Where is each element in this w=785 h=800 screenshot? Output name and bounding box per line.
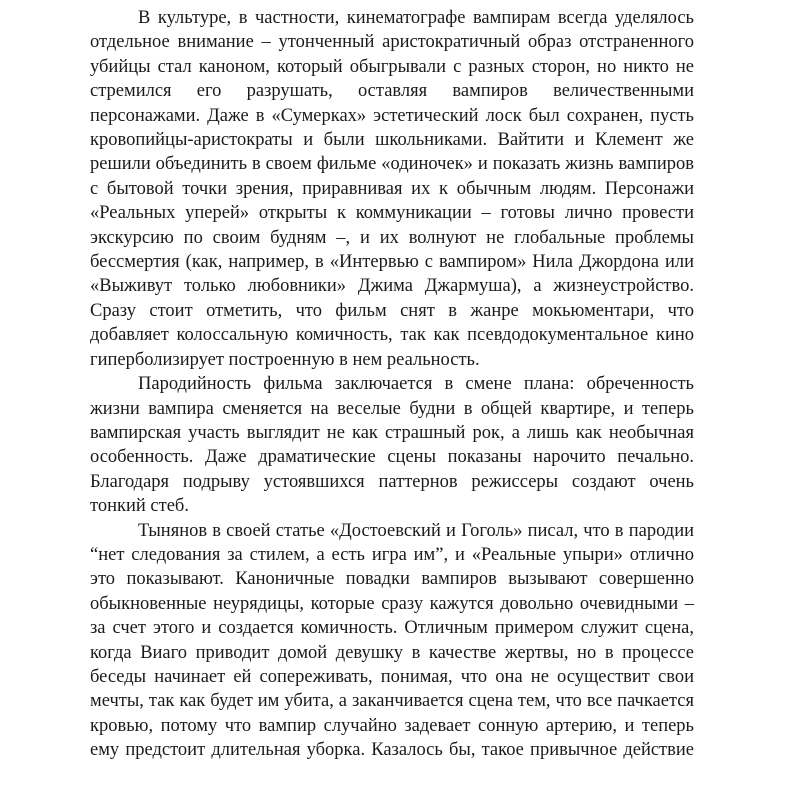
text-line: убийцы стал каноном, который обыгрывали с разных сторон, но никто не (90, 56, 694, 77)
text-line: это показывают. Каноничные повадки вампиров вызывают совершенно (90, 569, 694, 590)
text-line: за счет этого и создается комичность. Отличным примером служит сцена, (90, 618, 694, 639)
text-line: с бытовой точки зрения, приравнивая их к обычным людям. Персонажи (90, 178, 694, 199)
text-line: Тынянов в своей статье «Достоевский и Гоголь» писал, что в пародии (138, 520, 694, 541)
text-line: Сразу стоит отметить, что фильм снят в жанре мокьюментари, что (90, 300, 694, 321)
text-line: «Реальных уперей» открыты к коммуникации – готовы лично провести (90, 203, 694, 224)
text-line: кровопийцы-аристократы и были школьниками. Вайтити и Клемент же (90, 130, 694, 151)
text-line: “нет следования за стилем, а есть игра им”, и «Реальные упыри» отлично (90, 544, 694, 565)
text-line: тонкий стеб. (90, 496, 189, 517)
text-line: жизни вампира сменяется на веселые будни в общей квартире, и теперь (90, 398, 694, 419)
text-line: В культуре, в частности, кинематографе вампирам всегда уделялось (138, 8, 694, 28)
paragraph-3 (90, 519, 694, 763)
text-line: решили объединить в своем фильме «одиночек» и показать жизнь вампиров (90, 154, 694, 175)
text-line: когда Виаго приводит домой девушку в качестве жертвы, но в процессе (90, 642, 694, 663)
text-line: особенность. Даже драматические сцены показаны нарочито печально. (90, 447, 694, 468)
text-line: кровью, потому что вампир случайно задевает сонную артерию, и теперь (90, 715, 694, 736)
text-line: беседы начинает ей сопереживать, понимая, что она не осуществит свои (90, 666, 694, 687)
document-page (90, 6, 694, 763)
paragraph-2 (90, 372, 694, 518)
text-line: стремился его разрушать, оставляя вампиров величественными (90, 81, 694, 102)
text-line: экскурсию по своим будням –, и их волнуют не глобальные проблемы (90, 227, 694, 248)
text-line: «Выживут только любовники» Джима Джармуша), а жизнеустройство. (90, 276, 694, 297)
text-line: гиперболизирует построенную в нем реальность. (90, 349, 480, 370)
text-line: мечты, так как будет им убита, а заканчивается сцена тем, что все пачкается (90, 691, 694, 712)
text-line: бессмертия (как, например, в «Интервью с вампиром» Нила Джордона или (90, 252, 694, 273)
text-line: вампирская участь выглядит не как страшный рок, а лишь как необычная (90, 422, 694, 443)
text-line: Благодаря подрыву устоявшихся паттернов режиссеры создают очень (90, 471, 694, 492)
text-line: Пародийность фильма заключается в смене плана: обреченность (138, 374, 694, 395)
text-line: ему предстоит длительная уборка. Казалось бы, такое привычное действие (90, 740, 694, 761)
text-line: обыкновенные неурядицы, которые сразу кажутся довольно очевидными – (90, 593, 694, 614)
text-line: персонажами. Даже в «Сумерках» эстетический лоск был сохранен, пусть (90, 105, 694, 126)
text-line: отдельное внимание – утонченный аристократичный образ отстраненного (90, 32, 694, 53)
paragraph-1 (90, 6, 694, 372)
text-line: добавляет колоссальную комичность, так как псевдодокументальное кино (90, 325, 694, 346)
